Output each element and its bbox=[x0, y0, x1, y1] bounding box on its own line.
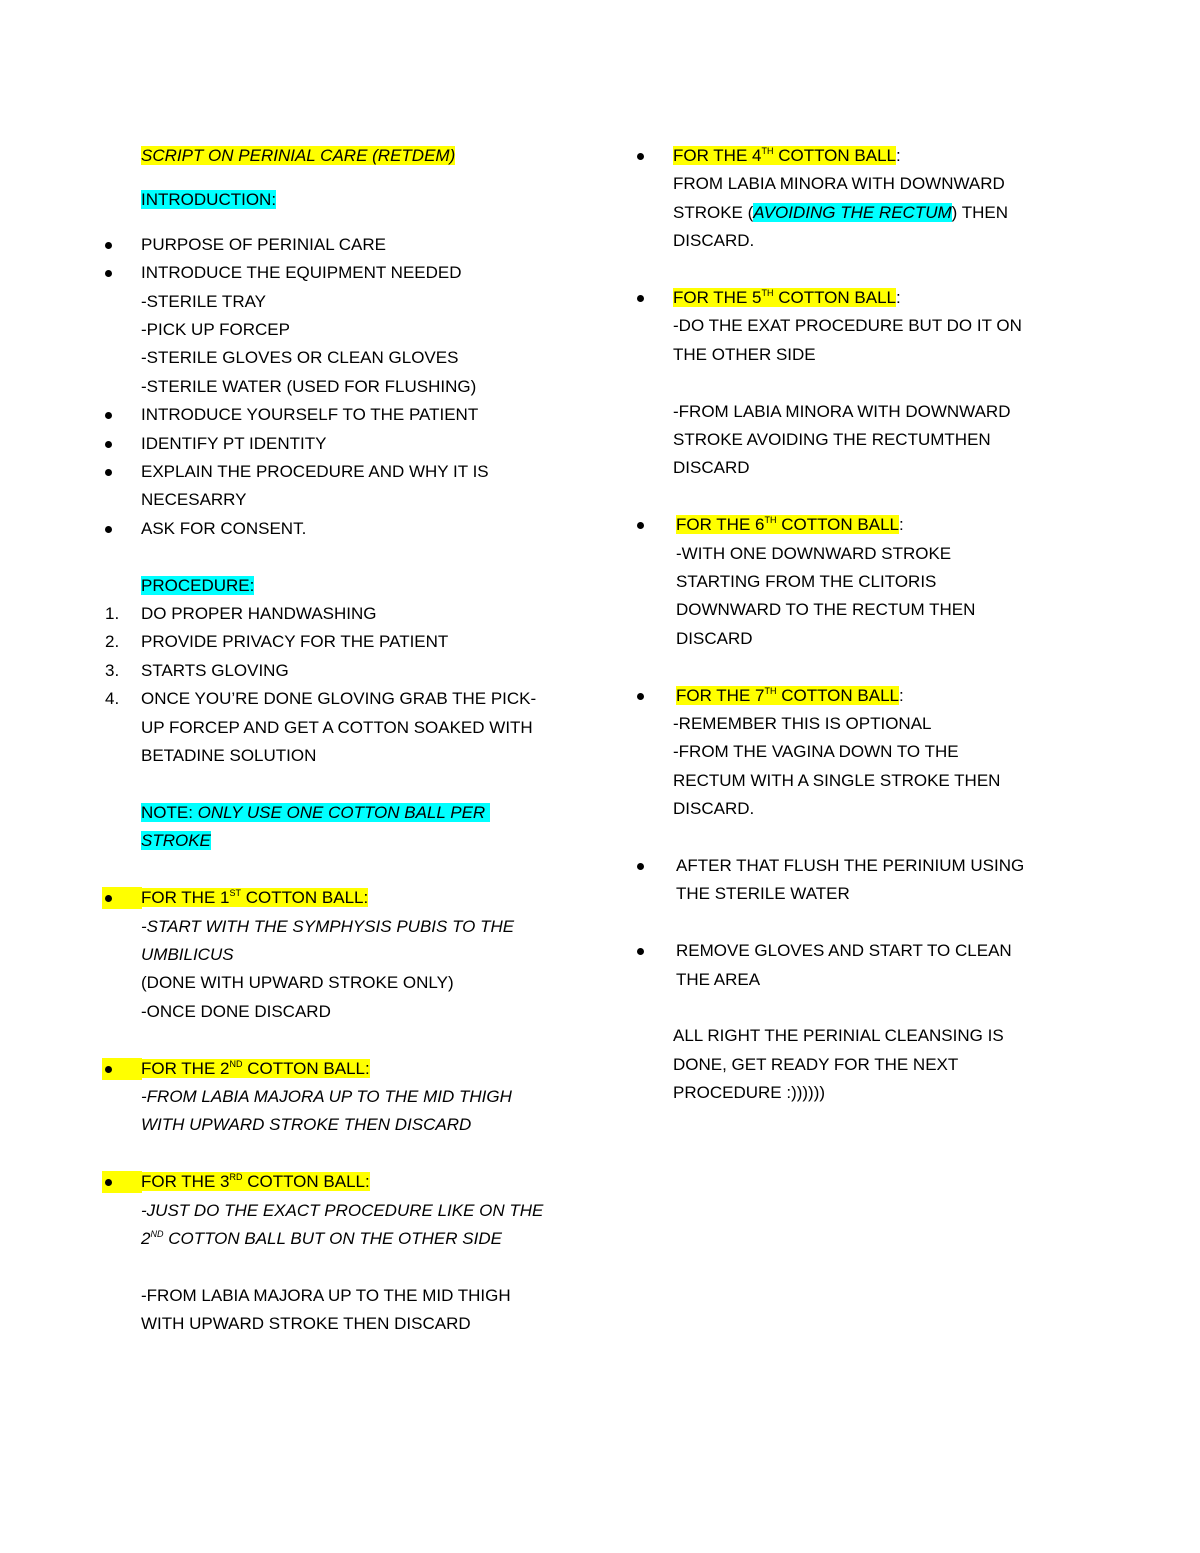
cotton-ball-6-line: -WITH ONE DOWNWARD STROKE bbox=[676, 543, 952, 563]
bullet-icon bbox=[637, 284, 645, 312]
cotton-ball-7-line: -REMEMBER THIS IS OPTIONAL bbox=[673, 714, 932, 734]
bullet-icon bbox=[105, 515, 113, 543]
cotton-ball-5-heading: FOR THE 5TH COTTON BALL: bbox=[673, 284, 1113, 312]
cotton-ball-7-line: DISCARD. bbox=[673, 799, 755, 819]
cotton-ball-7-line: RECTUM WITH A SINGLE STROKE THEN bbox=[673, 770, 1001, 790]
cotton-ball-3-line: -FROM LABIA MAJORA UP TO THE MID THIGH bbox=[141, 1285, 511, 1305]
flush-step-cont: THE STERILE WATER bbox=[676, 884, 850, 904]
procedure-step-cont: BETADINE SOLUTION bbox=[141, 746, 317, 766]
cotton-ball-6-line: STARTING FROM THE CLITORIS bbox=[676, 572, 937, 592]
cotton-ball-5-line: STROKE AVOIDING THE RECTUMTHEN bbox=[673, 430, 991, 450]
cotton-ball-1-line: -START WITH THE SYMPHYSIS PUBIS TO THE bbox=[141, 916, 515, 936]
closing-line: ALL RIGHT THE PERINIAL CLEANSING IS bbox=[673, 1026, 1004, 1046]
procedure-step: 1. DO PROPER HANDWASHING bbox=[105, 604, 377, 624]
cotton-ball-4-line: FROM LABIA MINORA WITH DOWNWARD bbox=[673, 174, 1005, 194]
bullet-icon bbox=[637, 511, 645, 539]
cotton-ball-1-line: UMBILICUS bbox=[141, 944, 234, 964]
flush-step: AFTER THAT FLUSH THE PERINIUM USING bbox=[676, 852, 1113, 880]
cotton-ball-2-heading: FOR THE 2ND COTTON BALL: bbox=[141, 1055, 581, 1083]
procedure-heading: PROCEDURE: bbox=[141, 575, 255, 595]
remove-gloves-step-cont: THE AREA bbox=[676, 969, 761, 989]
cotton-ball-6-heading: FOR THE 6TH COTTON BALL: bbox=[676, 511, 1113, 539]
intro-item: INTRODUCE THE EQUIPMENT NEEDED bbox=[141, 259, 581, 287]
bullet-icon bbox=[637, 142, 645, 170]
bullet-icon bbox=[105, 401, 113, 429]
cotton-ball-5-line: THE OTHER SIDE bbox=[673, 344, 816, 364]
cotton-ball-5-line: DISCARD bbox=[673, 458, 750, 478]
cotton-ball-5-line: -FROM LABIA MINORA WITH DOWNWARD bbox=[673, 401, 1011, 421]
right-column bbox=[673, 142, 1113, 1108]
procedure-step-cont: UP FORCEP AND GET A COTTON SOAKED WITH bbox=[141, 717, 533, 737]
left-column bbox=[105, 142, 581, 1339]
cotton-ball-5-line: -DO THE EXAT PROCEDURE BUT DO IT ON bbox=[673, 316, 1022, 336]
bullet-icon bbox=[637, 937, 645, 965]
equipment-item: -PICK UP FORCEP bbox=[141, 320, 290, 340]
intro-item-cont: NECESARRY bbox=[141, 490, 247, 510]
intro-item: IDENTIFY PT IDENTITY bbox=[141, 430, 581, 458]
equipment-item: -STERILE GLOVES OR CLEAN GLOVES bbox=[141, 348, 459, 368]
cotton-ball-2-line: WITH UPWARD STROKE THEN DISCARD bbox=[141, 1115, 472, 1135]
cotton-ball-7-heading: FOR THE 7TH COTTON BALL: bbox=[676, 682, 1113, 710]
intro-item: PURPOSE OF PERINIAL CARE bbox=[141, 231, 581, 259]
procedure-step: 2. PROVIDE PRIVACY FOR THE PATIENT bbox=[105, 632, 449, 652]
cotton-ball-4-heading: FOR THE 4TH COTTON BALL: bbox=[673, 142, 1113, 170]
bullet-icon bbox=[105, 231, 113, 259]
procedure-step: 4. ONCE YOU’RE DONE GLOVING GRAB THE PICK- bbox=[105, 689, 537, 709]
bullet-icon bbox=[105, 458, 113, 486]
cotton-ball-4-line: DISCARD. bbox=[673, 231, 755, 251]
bullet-icon bbox=[637, 852, 645, 880]
bullet-icon bbox=[105, 259, 113, 287]
cotton-ball-3-line: 2ND COTTON BALL BUT ON THE OTHER SIDE bbox=[141, 1228, 502, 1248]
cotton-ball-1-heading: FOR THE 1ST COTTON BALL: bbox=[141, 884, 581, 912]
cotton-ball-3-line: -JUST DO THE EXACT PROCEDURE LIKE ON THE bbox=[141, 1200, 544, 1220]
cotton-ball-1-line: (DONE WITH UPWARD STROKE ONLY) bbox=[141, 973, 454, 993]
cotton-ball-7-line: -FROM THE VAGINA DOWN TO THE bbox=[673, 742, 959, 762]
closing-line: DONE, GET READY FOR THE NEXT bbox=[673, 1054, 959, 1074]
intro-item: EXPLAIN THE PROCEDURE AND WHY IT IS bbox=[141, 458, 581, 486]
cotton-ball-4-line: STROKE (AVOIDING THE RECTUM) THEN bbox=[673, 202, 1009, 222]
bullet-icon bbox=[105, 430, 113, 458]
bullet-icon bbox=[637, 682, 645, 710]
cotton-ball-1-line: -ONCE DONE DISCARD bbox=[141, 1001, 331, 1021]
intro-item: ASK FOR CONSENT. bbox=[141, 515, 581, 543]
cotton-ball-3-line: WITH UPWARD STROKE THEN DISCARD bbox=[141, 1314, 471, 1334]
bullet-icon bbox=[105, 884, 113, 912]
document-title: SCRIPT ON PERINIAL CARE (RETDEM) bbox=[141, 146, 456, 165]
cotton-ball-2-line: -FROM LABIA MAJORA UP TO THE MID THIGH bbox=[141, 1086, 512, 1106]
equipment-item: -STERILE TRAY bbox=[141, 291, 267, 311]
equipment-item: -STERILE WATER (USED FOR FLUSHING) bbox=[141, 376, 477, 396]
remove-gloves-step: REMOVE GLOVES AND START TO CLEAN bbox=[676, 937, 1113, 965]
introduction-heading: INTRODUCTION: bbox=[141, 190, 277, 210]
bullet-icon bbox=[105, 1055, 113, 1083]
closing-line: PROCEDURE :)))))) bbox=[673, 1083, 826, 1103]
cotton-ball-6-line: DISCARD bbox=[676, 628, 753, 648]
bullet-icon bbox=[105, 1168, 113, 1196]
intro-item: INTRODUCE YOURSELF TO THE PATIENT bbox=[141, 401, 581, 429]
cotton-ball-6-line: DOWNWARD TO THE RECTUM THEN bbox=[676, 600, 976, 620]
cotton-ball-3-heading: FOR THE 3RD COTTON BALL: bbox=[141, 1168, 581, 1196]
note-cont: STROKE bbox=[141, 831, 211, 851]
procedure-step: 3. STARTS GLOVING bbox=[105, 660, 289, 680]
note: NOTE: ONLY USE ONE COTTON BALL PER bbox=[141, 799, 581, 827]
